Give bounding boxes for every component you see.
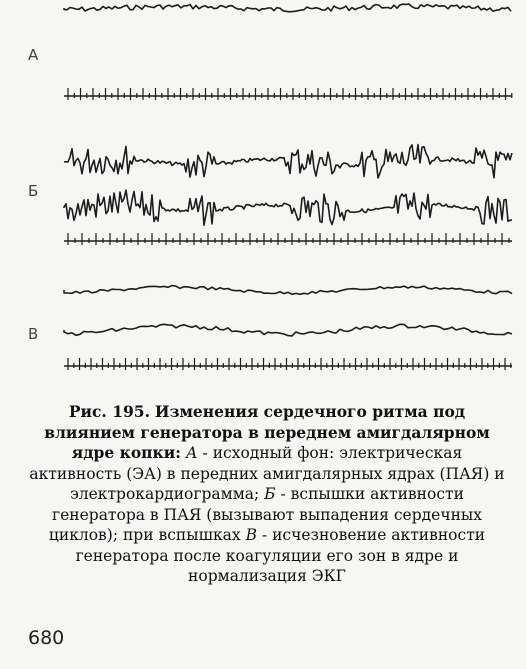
trace-b-2 [64, 190, 512, 225]
caption-part-c: - исчезновение активности генератора после коагуляции его зон в ядре и нормализация ЭКГ [75, 526, 486, 585]
panel-label-c: В [28, 325, 39, 343]
trace-c-ecg-beats [68, 358, 511, 370]
caption-letter-c: В [245, 526, 257, 544]
trace-c-top [64, 286, 512, 295]
trace-a-top [64, 4, 511, 12]
caption-part-a: - исходный фон: электрическая активность (ЭА) в передних амигдалярных ядрах (ПАЯ) и электрокардиограмма; [29, 444, 505, 503]
caption-lead: Рис. 195. [68, 402, 150, 421]
trace-a-ecg-beats [68, 88, 512, 100]
caption-title: Изменения сердечного ритма под влиянием генератора в переднем амигдалярном ядре копки: [44, 402, 490, 462]
caption-letter-b: Б [264, 485, 276, 503]
trace-c-mid [64, 324, 512, 336]
caption-letter-a: А [185, 444, 198, 462]
page-number: 680 [28, 627, 65, 649]
trace-b-ecg-beats [68, 233, 509, 245]
figure-caption [28, 402, 506, 587]
panel-label-a: А [28, 46, 39, 64]
trace-b-1 [64, 145, 512, 178]
panel-label-b: Б [28, 182, 39, 200]
caption-part-b: - вспышки активности генератора в ПАЯ (вызывают выпадения сердечных циклов); при вспышках [48, 485, 483, 544]
